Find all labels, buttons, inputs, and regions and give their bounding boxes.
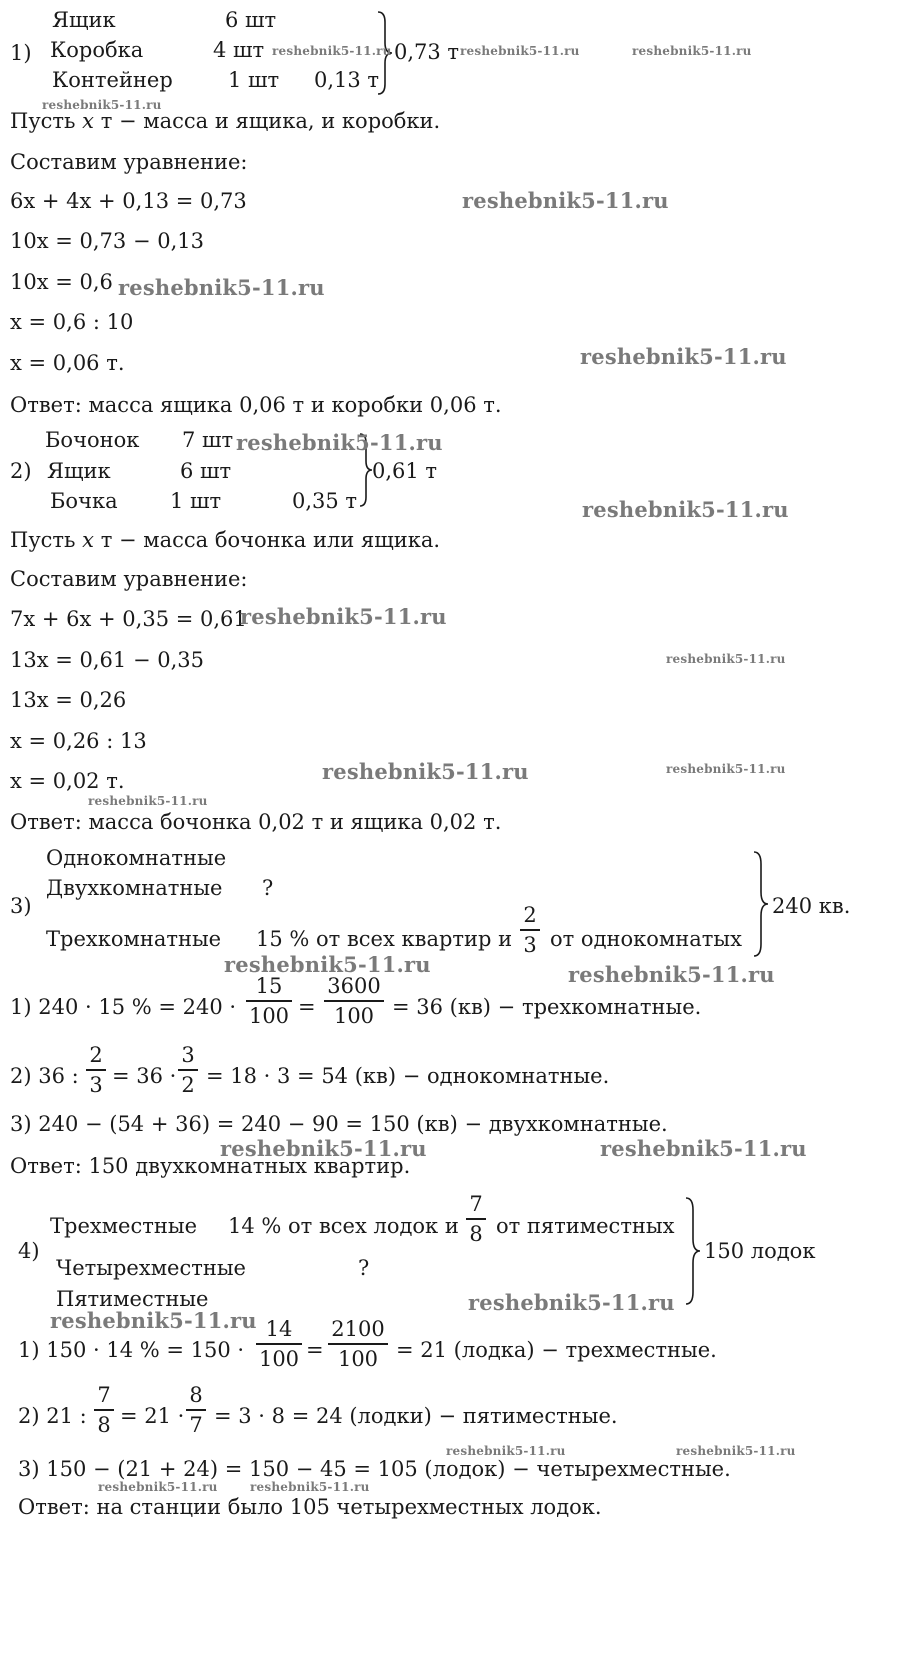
watermark: reshebnik5-11.ru [446,1444,566,1458]
item-mass: 0,13 т [314,68,380,92]
fraction: 8 7 [186,1385,206,1436]
item-name: Бочонок [45,428,140,452]
equation-line: 6x + 4x + 0,13 = 0,73 [10,189,247,213]
fraction: 7 8 [466,1194,486,1245]
item-name: Бочка [50,489,118,513]
row-label: Трехкомнатные [46,927,222,951]
row-label: Трехместные [50,1214,197,1238]
equation-line: 7x + 6x + 0,35 = 0,61 [10,607,247,631]
curly-brace-icon [684,1196,702,1306]
answer: Ответ: масса бочонка 0,02 т и ящика 0,02 т. [10,810,502,834]
fraction: 3600 100 [324,976,384,1027]
problem-number: 4) [18,1239,40,1263]
watermark: reshebnik5-11.ru [580,344,787,369]
step-1: 1) 150 · 14 % = 150 · [18,1338,245,1362]
fraction: 2 3 [520,905,540,956]
condition-text: 15 % от всех квартир и [256,927,513,951]
step-2-mid: = 36 · [112,1064,177,1088]
step-1: 1) 240 · 15 % = 240 · [10,995,237,1019]
answer: Ответ: 150 двухкомнатных квартир. [10,1154,411,1178]
watermark: reshebnik5-11.ru [582,497,789,522]
watermark: reshebnik5-11.ru [600,1136,807,1161]
item-qty: 4 шт [213,38,265,62]
watermark: reshebnik5-11.ru [236,430,443,455]
watermark: reshebnik5-11.ru [666,762,786,776]
equation-line: 13x = 0,61 − 0,35 [10,648,204,672]
problem-number: 1) [10,41,32,65]
item-qty: 6 шт [225,8,277,32]
answer: Ответ: на станции было 105 четырехместных лодок. [18,1495,602,1519]
fraction: 2 3 [86,1045,106,1096]
let-statement: Пусть x т − масса и ящика, и коробки. [10,109,441,133]
watermark: reshebnik5-11.ru [462,188,669,213]
watermark: reshebnik5-11.ru [322,759,529,784]
row-label: Однокомнатные [46,846,227,870]
total-count: 150 лодок [704,1239,816,1263]
total-count: 240 кв. [772,894,851,918]
item-qty: 1 шт [228,68,280,92]
step-2-mid: = 21 · [120,1404,185,1428]
equals-sign: = [306,1338,324,1362]
compose-equation: Составим уравнение: [10,567,248,591]
watermark: reshebnik5-11.ru [240,604,447,629]
row-label: Пятиместные [56,1287,209,1311]
watermark: reshebnik5-11.ru [224,952,431,977]
total-mass: 0,61 т [372,459,438,483]
equation-line: x = 0,02 т. [10,769,125,793]
item-qty: 6 шт [180,459,232,483]
equation-line: x = 0,6 : 10 [10,310,134,334]
watermark: reshebnik5-11.ru [88,794,208,808]
fraction: 3 2 [178,1045,198,1096]
item-mass: 0,35 т [292,489,358,513]
equation-line: 10x = 0,73 − 0,13 [10,229,204,253]
fraction: 15 100 [246,976,292,1027]
watermark: reshebnik5-11.ru [98,1480,218,1494]
equation-line: 10x = 0,6 [10,270,113,294]
item-name: Ящик [52,8,116,32]
watermark: reshebnik5-11.ru [632,44,752,58]
item-qty: 1 шт [170,489,222,513]
total-mass: 0,73 т [394,40,460,64]
watermark: reshebnik5-11.ru [272,44,392,58]
problem-number: 3) [10,894,32,918]
watermark: reshebnik5-11.ru [50,1308,257,1333]
condition-text: 14 % от всех лодок и [228,1214,459,1238]
condition-text: от пятиместных [496,1214,675,1238]
fraction: 14 100 [256,1319,302,1370]
watermark: reshebnik5-11.ru [460,44,580,58]
item-qty: 7 шт [182,428,234,452]
watermark: reshebnik5-11.ru [568,962,775,987]
compose-equation: Составим уравнение: [10,150,248,174]
equation-line: x = 0,26 : 13 [10,729,147,753]
item-name: Ящик [47,459,111,483]
fraction: 7 8 [94,1385,114,1436]
step-3: 3) 150 − (21 + 24) = 150 − 45 = 105 (лодок) − четырехместные. [18,1457,731,1481]
step-1-result: = 36 (кв) − трехкомнатные. [392,995,702,1019]
row-label: Двухкомнатные [46,876,223,900]
step-2-result: = 3 · 8 = 24 (лодки) − пятиместные. [214,1404,618,1428]
step-3: 3) 240 − (54 + 36) = 240 − 90 = 150 (кв) − двухкомнатные. [10,1112,668,1136]
unknown-mark: ? [358,1256,370,1280]
unknown-mark: ? [262,876,274,900]
let-statement: Пусть x т − масса бочонка или ящика. [10,528,441,552]
equation-line: x = 0,06 т. [10,351,125,375]
watermark: reshebnik5-11.ru [220,1136,427,1161]
condition-text: от однокомнатых [550,927,742,951]
fraction: 2100 100 [328,1319,388,1370]
row-label: Четырехместные [56,1256,246,1280]
curly-brace-icon [752,850,770,958]
step-2-result: = 18 · 3 = 54 (кв) − однокомнатные. [206,1064,610,1088]
step-2: 2) 36 : [10,1064,79,1088]
watermark: reshebnik5-11.ru [42,98,162,112]
equation-line: 13x = 0,26 [10,688,127,712]
item-name: Контейнер [52,68,173,92]
watermark: reshebnik5-11.ru [676,1444,796,1458]
watermark: reshebnik5-11.ru [250,1480,370,1494]
equals-sign: = [298,995,316,1019]
item-name: Коробка [50,38,144,62]
step-1-result: = 21 (лодка) − трехместные. [396,1338,717,1362]
watermark: reshebnik5-11.ru [666,652,786,666]
step-2: 2) 21 : [18,1404,87,1428]
watermark: reshebnik5-11.ru [468,1290,675,1315]
watermark: reshebnik5-11.ru [118,275,325,300]
answer: Ответ: масса ящика 0,06 т и коробки 0,06 т. [10,393,502,417]
problem-number: 2) [10,459,32,483]
